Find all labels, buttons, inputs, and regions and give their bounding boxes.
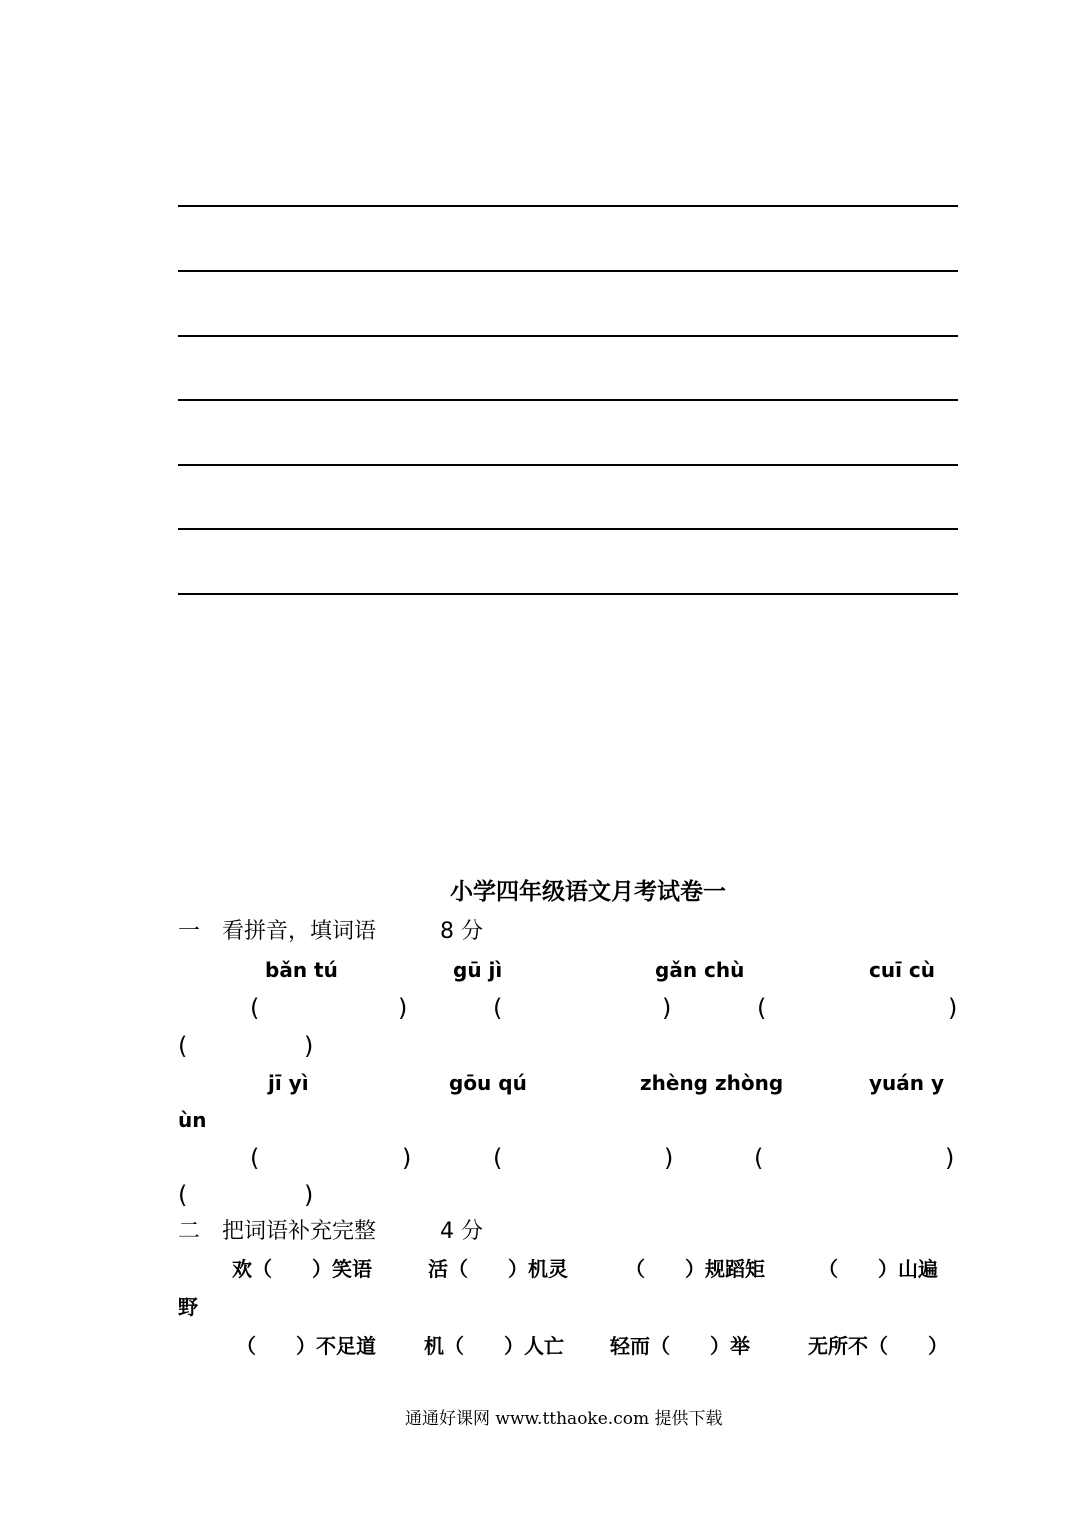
- answer-blank[interactable]: (: [178, 1032, 188, 1060]
- idiom-item: （ ）山遍: [818, 1257, 938, 1281]
- pinyin-item: yuán y: [869, 1071, 945, 1095]
- answer-blank[interactable]: (: [493, 994, 503, 1022]
- idiom-item: （ ）规蹈矩: [625, 1257, 765, 1281]
- idiom-item: 欢（ ）笑语: [232, 1257, 372, 1281]
- writing-line: [178, 528, 958, 530]
- answer-blank[interactable]: (: [250, 1144, 260, 1172]
- pinyin-item: gōu qú: [449, 1071, 527, 1095]
- pinyin-item: bǎn tú: [265, 958, 338, 982]
- writing-line: [178, 205, 958, 207]
- page-title: 小学四年级语文月考试卷一: [450, 878, 726, 905]
- idiom-item: 野: [178, 1295, 198, 1319]
- page-footer: 通通好课网 www.tthaoke.com 提供下载: [405, 1409, 723, 1429]
- writing-line: [178, 593, 958, 595]
- pinyin-item: cuī cù: [869, 958, 936, 982]
- pinyin-item: gǎn chù: [655, 958, 745, 982]
- idiom-item: 活（ ）机灵: [428, 1257, 568, 1281]
- writing-line: [178, 335, 958, 337]
- idiom-item: 无所不（ ）: [808, 1334, 948, 1358]
- answer-blank[interactable]: ): [664, 1144, 674, 1172]
- answer-blank[interactable]: (: [757, 994, 767, 1022]
- answer-blank[interactable]: ): [304, 1032, 314, 1060]
- answer-blank[interactable]: ): [402, 1144, 412, 1172]
- answer-blank[interactable]: ): [948, 994, 958, 1022]
- answer-blank[interactable]: (: [250, 994, 260, 1022]
- answer-blank[interactable]: (: [178, 1181, 188, 1209]
- pinyin-item: ùn: [178, 1108, 207, 1132]
- answer-blank[interactable]: ): [304, 1181, 314, 1209]
- answer-blank[interactable]: (: [754, 1144, 764, 1172]
- writing-line: [178, 464, 958, 466]
- answer-blank[interactable]: ): [945, 1144, 955, 1172]
- section1-score: 8 分: [440, 919, 483, 944]
- writing-line: [178, 270, 958, 272]
- answer-blank[interactable]: ): [398, 994, 408, 1022]
- idiom-item: （ ）不足道: [236, 1334, 376, 1358]
- pinyin-item: jī yì: [268, 1071, 309, 1095]
- section1-heading: 一 看拼音，填词语: [178, 919, 377, 944]
- answer-blank[interactable]: ): [662, 994, 672, 1022]
- section2-heading: 二 把词语补充完整: [178, 1219, 377, 1244]
- idiom-item: 轻而（ ）举: [610, 1334, 750, 1358]
- section2-score: 4 分: [440, 1219, 483, 1244]
- answer-blank[interactable]: (: [493, 1144, 503, 1172]
- idiom-item: 机（ ）人亡: [424, 1334, 564, 1358]
- pinyin-item: zhèng zhòng: [640, 1071, 784, 1095]
- writing-line: [178, 399, 958, 401]
- pinyin-item: gū jì: [453, 958, 503, 982]
